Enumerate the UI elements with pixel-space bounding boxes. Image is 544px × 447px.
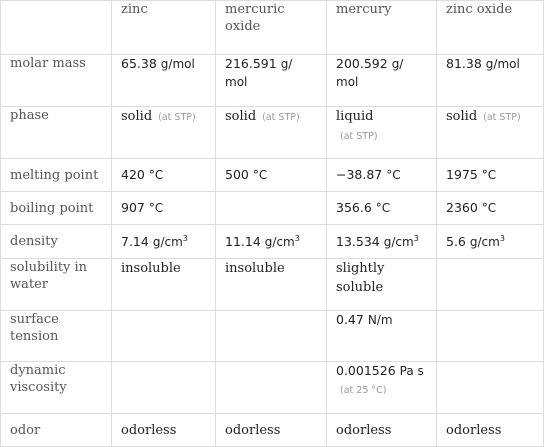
cell-zinc-oxide-phase (437, 107, 544, 159)
value: 5.6 (446, 233, 466, 249)
table-row-molar-mass (1, 55, 544, 107)
row-label-surface-tension: surface tension (1, 311, 112, 362)
exponent: 3 (294, 233, 300, 243)
cell-zinc-oxide-molar-mass (437, 55, 544, 107)
unit: °C (252, 168, 268, 182)
table-row-density (1, 225, 544, 259)
value: 2360 (446, 200, 478, 215)
value: 0.001526 (336, 363, 396, 378)
unit: g/cm (264, 234, 295, 249)
column-header-zinc: zinc (112, 1, 216, 55)
value: insoluble (225, 261, 285, 276)
column-header-mercury: mercury (327, 1, 437, 55)
column-header-zinc-oxide: zinc oxide (437, 1, 544, 55)
cell-mercury-surface-tension (327, 311, 437, 362)
row-label-density: density (1, 225, 112, 259)
condition: (at 25 °C) (340, 385, 387, 396)
cell-zinc-boiling-point (112, 192, 216, 225)
unit: g/cm (469, 234, 500, 249)
header-row (1, 1, 544, 55)
condition: (at STP) (483, 112, 521, 123)
unit: °C (148, 168, 164, 182)
value: odorless (225, 422, 281, 438)
unit: g/mol (485, 57, 520, 71)
unit: °C (481, 168, 497, 182)
cell-mercury-boiling-point (327, 192, 437, 225)
exponent: 3 (413, 233, 419, 243)
cell-mercuric-oxide-phase (216, 107, 327, 159)
value: 420 (121, 167, 145, 182)
table-row-phase (1, 107, 544, 159)
unit: N/m (367, 313, 393, 327)
table-row-viscosity (1, 362, 544, 414)
cell-zinc-melting-point (112, 159, 216, 192)
value: solid (446, 109, 478, 124)
column-header-mercuric-oxide: mercuric oxide (216, 1, 327, 55)
row-label-boiling-point: boiling point (1, 192, 112, 225)
condition: (at STP) (340, 131, 378, 142)
table-row-surface-tension (1, 311, 544, 362)
value: 907 (121, 200, 145, 215)
value: 356.6 (336, 200, 372, 215)
cell-mercury-melting-point (327, 159, 437, 192)
value: solid (225, 109, 257, 124)
cell-zinc-phase (112, 107, 216, 159)
value: 7.14 (121, 233, 149, 249)
value: solid (121, 109, 153, 124)
cell-zinc-oxide-viscosity (437, 362, 544, 414)
cell-zinc-oxide-surface-tension (437, 311, 544, 362)
value: slightly soluble (336, 261, 385, 295)
cell-mercury-viscosity (327, 362, 437, 414)
row-label-viscosity: dynamic viscosity (1, 362, 112, 414)
cell-zinc-surface-tension (112, 311, 216, 362)
cell-zinc-solubility (112, 259, 216, 311)
unit: g/mol (160, 57, 195, 71)
cell-mercury-density (327, 225, 437, 259)
unit: °C (375, 201, 391, 215)
cell-zinc-oxide-melting-point (437, 159, 544, 192)
value: odorless (446, 422, 502, 438)
unit: Pa s (399, 364, 424, 378)
value: 1975 (446, 167, 478, 182)
unit: °C (148, 201, 164, 215)
cell-zinc-oxide-density (437, 225, 544, 259)
value: 500 (225, 167, 249, 182)
cell-mercuric-oxide-density (216, 225, 327, 259)
unit: °C (386, 168, 401, 182)
unit: °C (481, 201, 497, 215)
value: 216.591 (225, 56, 277, 71)
unit: g/cm (152, 234, 183, 249)
table-row-solubility (1, 259, 544, 311)
value: odorless (121, 422, 177, 438)
cell-zinc-molar-mass (112, 55, 216, 107)
value: 11.14 (225, 233, 261, 249)
unit: g/ mol (336, 57, 404, 89)
cell-zinc-oxide-boiling-point (437, 192, 544, 225)
value: −38.87 (336, 167, 383, 182)
cell-mercuric-oxide-molar-mass (216, 55, 327, 107)
cell-mercuric-oxide-boiling-point (216, 192, 327, 225)
row-label-odor: odor (1, 414, 112, 447)
row-label-phase: phase (1, 107, 112, 159)
value: 13.534 (336, 233, 380, 249)
cell-mercuric-oxide-melting-point (216, 159, 327, 192)
value: 81.38 (446, 56, 482, 71)
value: 0.47 (336, 312, 364, 327)
unit: g/cm (383, 234, 414, 249)
value: insoluble (121, 261, 181, 276)
cell-mercuric-oxide-solubility (216, 259, 327, 311)
row-label-melting-point: melting point (1, 159, 112, 192)
value: 200.592 (336, 56, 388, 71)
value: 65.38 (121, 56, 157, 71)
value: odorless (336, 422, 392, 438)
unit: g/ mol (225, 57, 293, 89)
table-row-melting-point (1, 159, 544, 192)
row-label-molar-mass: molar mass (1, 55, 112, 107)
cell-mercury-phase (327, 107, 437, 159)
cell-mercury-solubility (327, 259, 437, 311)
exponent: 3 (182, 233, 188, 243)
condition: (at STP) (158, 112, 196, 123)
cell-zinc-viscosity (112, 362, 216, 414)
table-row-boiling-point (1, 192, 544, 225)
value: liquid (336, 109, 374, 124)
cell-mercuric-oxide-viscosity (216, 362, 327, 414)
condition: (at STP) (262, 112, 300, 123)
exponent: 3 (499, 233, 505, 243)
cell-mercuric-oxide-surface-tension (216, 311, 327, 362)
cell-zinc-density (112, 225, 216, 259)
cell-zinc-oxide-solubility (437, 259, 544, 311)
row-label-solubility: solubility in water (1, 259, 112, 311)
cell-mercury-molar-mass (327, 55, 437, 107)
corner-cell (1, 1, 112, 55)
